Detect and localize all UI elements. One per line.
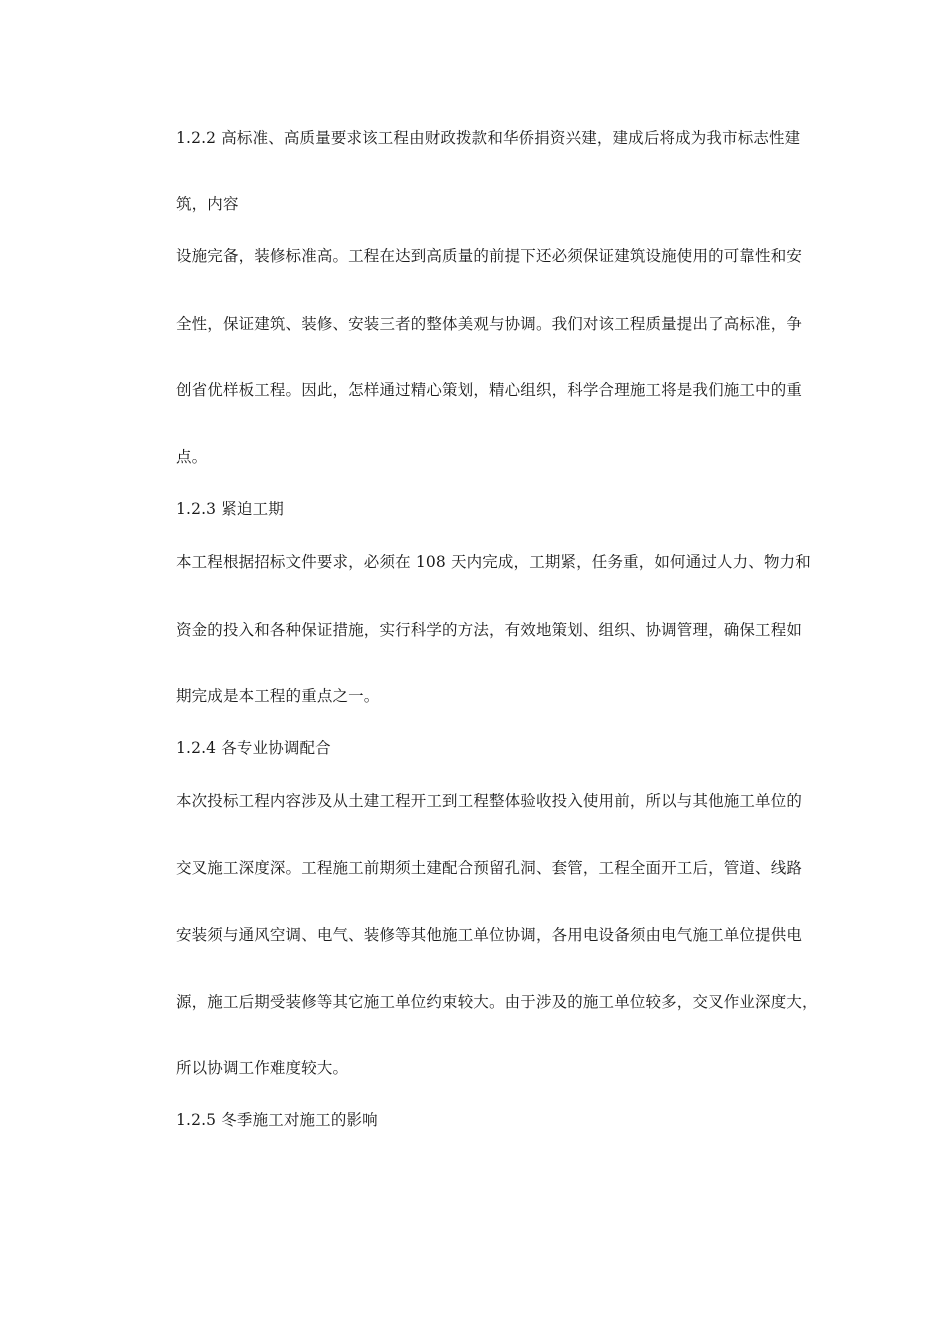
section-heading-1-2-2: 1.2.2 高标准、高质量要求该工程由财政拨款和华侨捐资兴建，建成后将成为我市标志性建 xyxy=(176,129,801,147)
paragraph-line: 期完成是本工程的重点之一。 xyxy=(176,687,380,705)
section-heading-1-2-3: 1.2.3 紧迫工期 xyxy=(176,500,284,518)
paragraph-line: 所以协调工作难度较大。 xyxy=(176,1059,349,1077)
paragraph-line: 筑，内容 xyxy=(176,195,239,213)
paragraph-line: 安装须与通风空调、电气、装修等其他施工单位协调，各用电设备须由电气施工单位提供电 xyxy=(176,926,803,944)
paragraph-line: 资金的投入和各种保证措施，实行科学的方法，有效地策划、组织、协调管理，确保工程如 xyxy=(176,621,803,639)
paragraph-line: 本次投标工程内容涉及从土建工程开工到工程整体验收投入使用前，所以与其他施工单位的 xyxy=(176,792,803,810)
paragraph-line: 交叉施工深度深。工程施工前期须土建配合预留孔洞、套管，工程全面开工后，管道、线路 xyxy=(176,859,803,877)
paragraph-line: 本工程根据招标文件要求，必须在 108 天内完成，工期紧，任务重，如何通过人力、物力和 xyxy=(176,553,811,571)
paragraph-line: 全性，保证建筑、装修、安装三者的整体美观与协调。我们对该工程质量提出了高标准，争 xyxy=(176,315,803,333)
paragraph-line: 源，施工后期受装修等其它施工单位约束较大。由于涉及的施工单位较多，交叉作业深度大， xyxy=(176,993,818,1011)
paragraph-line: 创省优样板工程。因此，怎样通过精心策划，精心组织，科学合理施工将是我们施工中的重 xyxy=(176,381,803,399)
paragraph-line: 设施完备，装修标准高。工程在达到高质量的前提下还必须保证建筑设施使用的可靠性和安 xyxy=(176,247,803,265)
section-heading-1-2-5: 1.2.5 冬季施工对施工的影响 xyxy=(176,1111,378,1129)
section-heading-1-2-4: 1.2.4 各专业协调配合 xyxy=(176,739,331,757)
paragraph-line: 点。 xyxy=(176,448,208,466)
